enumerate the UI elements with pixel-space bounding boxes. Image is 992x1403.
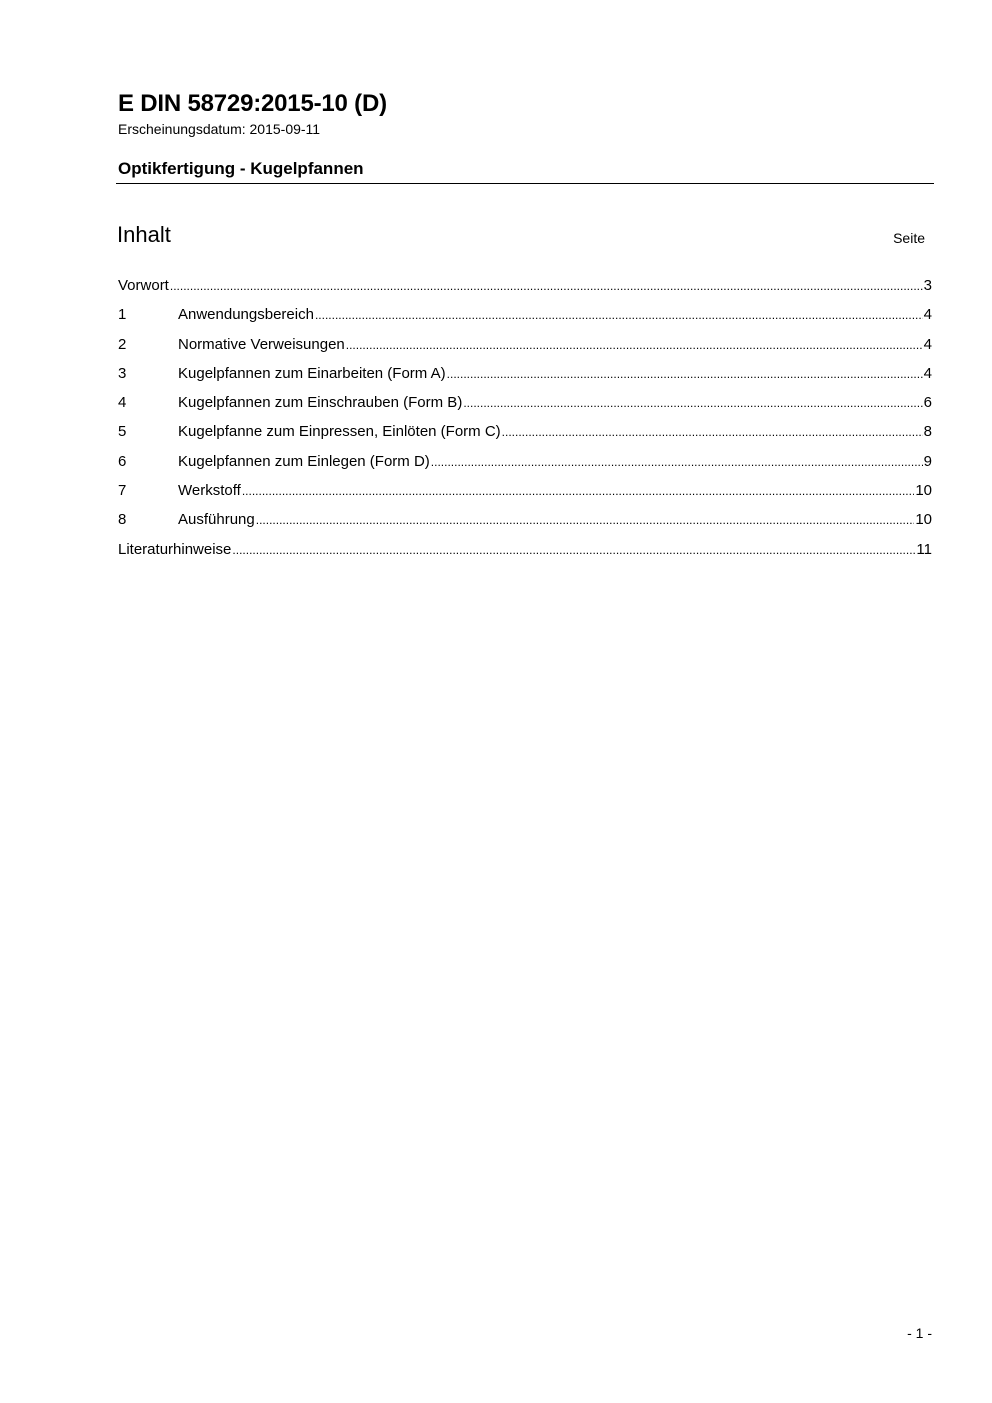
toc-entry-page: 6 [923, 394, 932, 412]
toc-entry-title: Vorwort [118, 277, 169, 294]
toc-entry-page: 10 [915, 482, 932, 500]
toc-dot-leader [170, 279, 923, 293]
toc-entry-page: 3 [923, 277, 932, 294]
toc-entry-title: Ausführung [178, 511, 255, 529]
toc-entry-page: 4 [923, 335, 932, 353]
publication-date: Erscheinungsdatum: 2015-09-11 [118, 121, 321, 137]
toc-entry-page: 8 [923, 423, 932, 441]
toc-dot-leader [232, 543, 915, 557]
toc-entry-literaturhinweise[interactable] [118, 541, 932, 570]
document-subject: Optikfertigung - Kugelpfannen [118, 159, 364, 178]
toc-entry-title: Werkstoff [178, 482, 241, 500]
toc-entry-page: 9 [923, 452, 932, 470]
toc-dot-leader [447, 367, 923, 381]
toc-entry-number: 3 [118, 364, 127, 382]
toc-entry-title: Kugelpfannen zum Einarbeiten (Form A) [178, 364, 446, 382]
document-title: E DIN 58729:2015-10 (D) [118, 90, 387, 117]
toc-entry-3[interactable] [118, 365, 932, 394]
header-divider [116, 183, 934, 184]
table-of-contents [118, 277, 932, 570]
toc-dot-leader [502, 425, 923, 439]
toc-entry-8[interactable] [118, 511, 932, 540]
toc-entry-1[interactable] [118, 306, 932, 335]
toc-entry-page: 10 [915, 511, 932, 529]
toc-entry-title: Kugelpfannen zum Einlegen (Form D) [178, 452, 430, 470]
toc-entry-number: 1 [118, 306, 127, 324]
toc-entry-title: Normative Verweisungen [178, 335, 345, 353]
toc-heading: Inhalt [117, 222, 171, 247]
toc-dot-leader [242, 484, 915, 498]
toc-entry-title: Kugelpfannen zum Einschrauben (Form B) [178, 394, 463, 412]
toc-entry-number: 8 [118, 511, 127, 529]
toc-entry-page: 4 [923, 364, 932, 382]
toc-entry-6[interactable] [118, 453, 932, 482]
toc-dot-leader [315, 308, 923, 322]
toc-entry-7[interactable] [118, 482, 932, 511]
toc-entry-page: 11 [916, 540, 932, 558]
toc-entry-title: Anwendungsbereich [178, 306, 314, 324]
toc-entry-4[interactable] [118, 394, 932, 423]
toc-entry-number: 7 [118, 482, 127, 500]
toc-entry-number: 5 [118, 423, 127, 441]
toc-entry-title: Kugelpfanne zum Einpressen, Einlöten (Form C) [178, 423, 501, 441]
toc-page-column-label: Seite [893, 230, 925, 246]
toc-entry-5[interactable] [118, 423, 932, 452]
toc-entry-page: 4 [923, 306, 932, 324]
toc-dot-leader [256, 513, 915, 527]
toc-entry-number: 4 [118, 394, 127, 412]
toc-entry-2[interactable] [118, 336, 932, 365]
toc-entry-number: 2 [118, 335, 127, 353]
page-number: - 1 - [907, 1325, 932, 1341]
toc-entry-title: Literaturhinweise [118, 540, 232, 558]
toc-dot-leader [463, 396, 922, 410]
toc-entry-number: 6 [118, 452, 127, 470]
toc-entry-vorwort[interactable] [118, 277, 932, 306]
toc-dot-leader [346, 338, 923, 352]
toc-dot-leader [431, 455, 923, 469]
